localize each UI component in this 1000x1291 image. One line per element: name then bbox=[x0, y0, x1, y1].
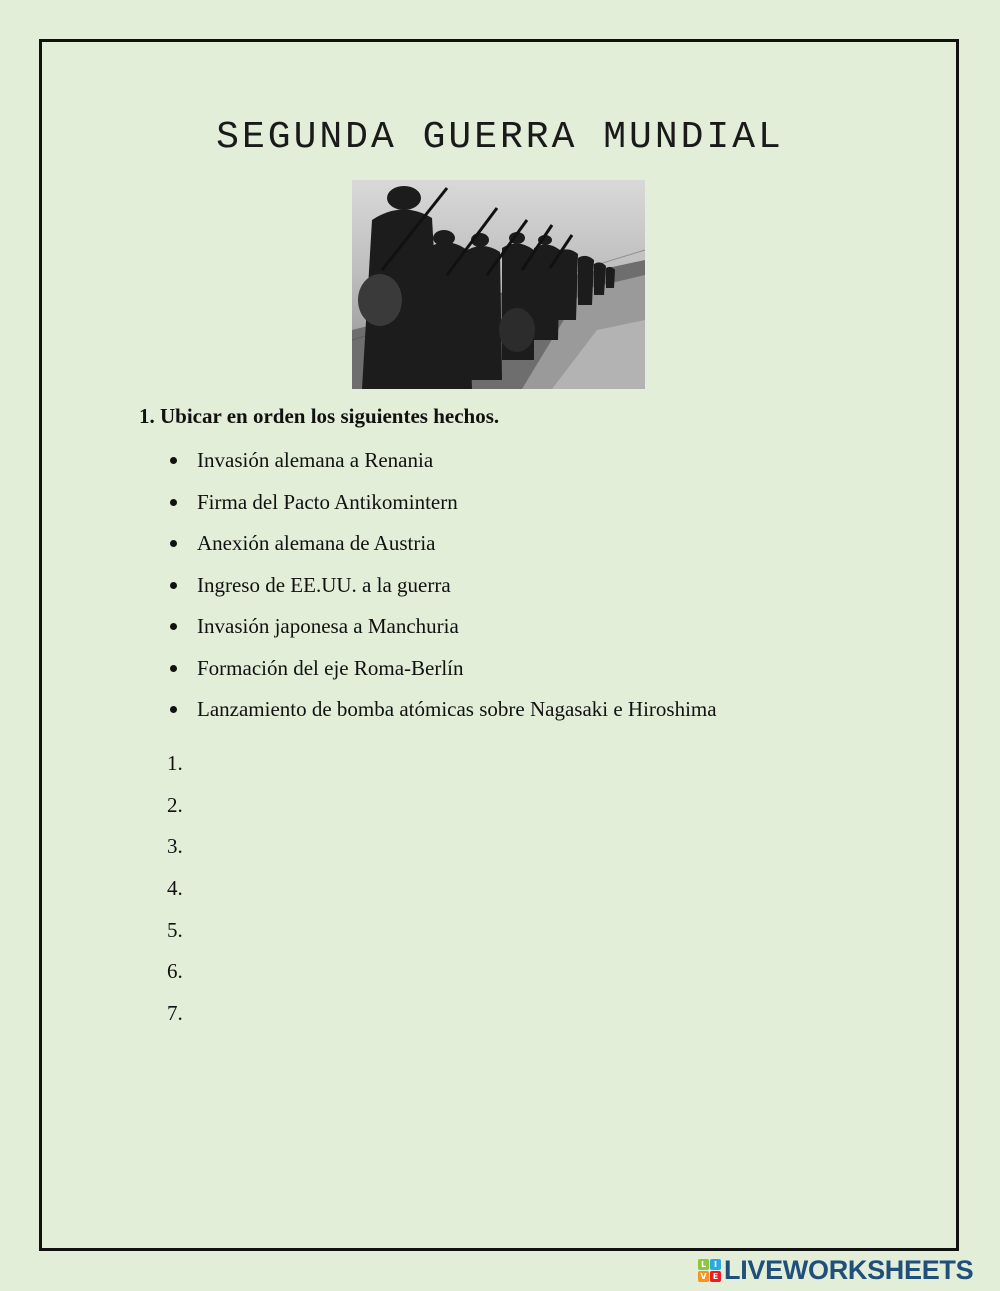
logo-letter-l: L bbox=[698, 1259, 709, 1270]
bullet-icon bbox=[170, 706, 177, 713]
answer-number: 1. bbox=[167, 751, 183, 775]
bullet-icon bbox=[170, 457, 177, 464]
bullet-icon bbox=[170, 665, 177, 672]
page-title: SEGUNDA GUERRA MUNDIAL bbox=[216, 116, 784, 159]
events-list bbox=[0, 445, 717, 736]
list-item: Anexión alemana de Austria bbox=[0, 528, 717, 570]
question-heading: 1. Ubicar en orden los siguientes hechos. bbox=[139, 404, 500, 428]
answer-number: 2. bbox=[167, 792, 183, 817]
answer-list bbox=[167, 748, 183, 1040]
answer-number: 4. bbox=[167, 876, 183, 901]
list-item: Formación del eje Roma-Berlín bbox=[0, 653, 717, 695]
list-item: Firma del Pacto Antikomintern bbox=[0, 487, 717, 529]
answer-number: 5. bbox=[167, 917, 183, 942]
list-item: Invasión japonesa a Manchuria bbox=[0, 611, 717, 653]
list-item: Ingreso de EE.UU. a la guerra bbox=[0, 570, 717, 612]
logo-text: LIVEWORKSHEETS bbox=[724, 1254, 974, 1285]
answer-number: 7. bbox=[167, 1001, 183, 1026]
logo-letter-i: I bbox=[710, 1259, 721, 1270]
list-item: Lanzamiento de bomba atómicas sobre Nagasaki e Hiroshima bbox=[0, 694, 717, 736]
bullet-icon bbox=[170, 623, 177, 630]
bullet-icon bbox=[170, 582, 177, 589]
logo-letter-e: E bbox=[710, 1271, 721, 1282]
liveworksheets-icon bbox=[698, 1259, 721, 1282]
list-item: Invasión alemana a Renania bbox=[0, 445, 717, 487]
soldiers-photo bbox=[352, 180, 645, 389]
answer-number: 6. bbox=[167, 959, 183, 984]
liveworksheets-logo bbox=[698, 1255, 973, 1285]
bullet-icon bbox=[170, 499, 177, 506]
bullet-icon bbox=[170, 540, 177, 547]
answer-number: 3. bbox=[167, 834, 183, 859]
logo-letter-v: V bbox=[698, 1271, 709, 1282]
